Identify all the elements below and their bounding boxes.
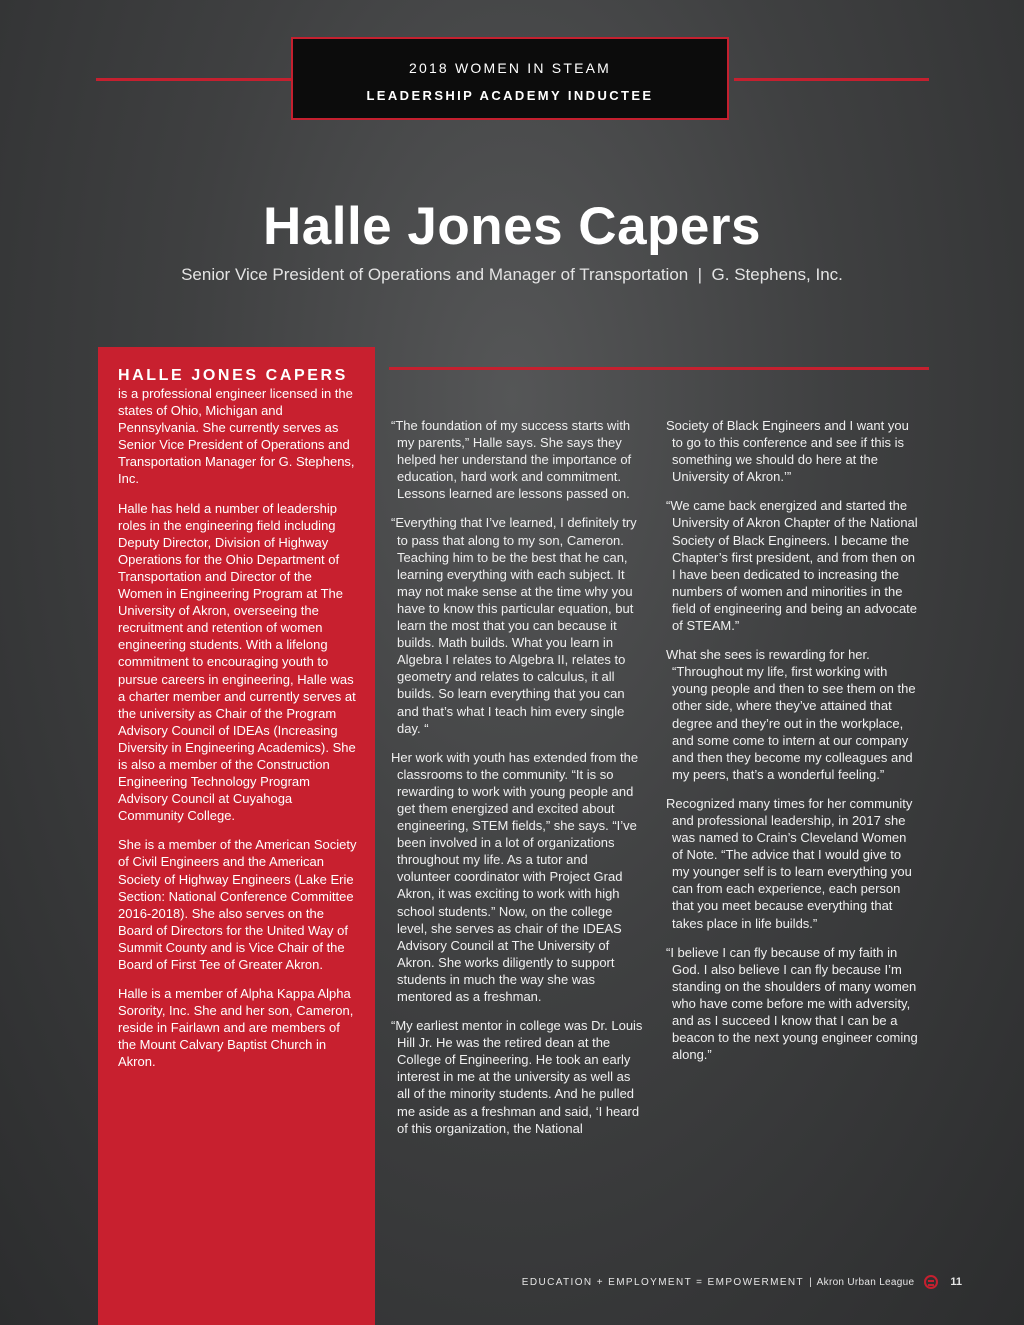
footer-tagline: EDUCATION + EMPLOYMENT = EMPOWERMENT: [521, 1276, 805, 1288]
sidebar-paragraph: Halle has held a number of leadership roles in the engineering field including Deputy Director, Division of Highway Operations for the Ohio Department of Transportation and Director of the Women in Engineering Program at The University of Akron, overseeing the recruitment and retention of women engineering students. With a lifelong commitment to encouraging youth to pursue careers in engineering, Halle was a charter member and currently serves at the university as Chair of the Program Advisory Council of IDEAs (Increasing Diversity in Engineering Academics). She is also a member of the Construction Engineering Technology Program Advisory Council at Cuyahoga Community College.: [118, 500, 356, 824]
page-footer: [522, 1275, 962, 1289]
sidebar-paragraph: is a professional engineer licensed in the states of Ohio, Michigan and Pennsylvania. She currently serves as Senior Vice President of Operations and Transportation Manager for G. Stephens, Inc.: [118, 386, 355, 487]
bio-sidebar: [98, 347, 375, 1325]
sidebar-paragraph: Halle is a member of Alpha Kappa Alpha Sorority, Inc. She and her son, Cameron, reside in Fairlawn and are members of the Mount Calvary Baptist Church in Akron.: [118, 986, 354, 1070]
header-rule-left: [96, 78, 292, 81]
page-subtitle: Senior Vice President of Operations and Manager of Transportation | G. Stephens, Inc.: [181, 265, 843, 284]
article-top-rule: [389, 367, 929, 370]
banner-line-2: LEADERSHIP ACADEMY INDUCTEE: [366, 88, 654, 103]
footer-separator: |: [809, 1276, 812, 1288]
article-paragraph: “I believe I can fly because of my faith in God. I also believe I can fly because I’m standing on the shoulders of many women who have come before me with adversity, and as I succeed I know that I can be a beacon to the next young engineer coming along.”: [666, 944, 918, 1063]
page-title: Halle Jones Capers: [262, 197, 761, 256]
article-column-left: [391, 417, 643, 1149]
sidebar-heading: HALLE JONES CAPERS: [118, 367, 348, 384]
article-paragraph: What she sees is rewarding for her. “Throughout my life, first working with young people and then to see them on the other side, where they’ve attained that degree and they’re out in the workplace, and some come to intern at our company and then they become my colleagues and my peers, that’s a wonderful feeling.”: [666, 647, 916, 782]
article-paragraph: “We came back energized and started the University of Akron Chapter of the National Society of Black Engineers. I became the Chapter’s first president, and from then on I have been dedicated to increasing the numbers of women and minorities in the field of engineering and being an advocate of STEAM.”: [666, 498, 918, 634]
article-paragraph: “The foundation of my success starts with my parents,” Halle says. She says they helped her understand the importance of education, hard work and commitment. Lessons learned are lessons passed on.: [391, 418, 632, 502]
article-paragraph: Her work with youth has extended from the classrooms to the community. “It is so rewarding to work with young people and get them energized and excited about engineering, STEM fields,” she says. “I’ve been involved in a lot of organizations throughout my life. As a tutor and volunteer coordinator with Project Grad Akron, it was exciting to work with high school students.” Now, on the college level, she serves as chair of the IDEAS Advisory Council at The University of Akron. She works diligently to support students in much the way she was mentored as a freshman.: [391, 749, 639, 1004]
article-paragraph: “My earliest mentor in college was Dr. Louis Hill Jr. He was the retired dean at the College of Engineering. He took an early interest in me at the university as well as all of the minority students. And he pulled me aside as a freshman and said, ‘I heard of this organization, the National: [391, 1018, 643, 1136]
footer-org: Akron Urban League: [816, 1276, 915, 1288]
equal-sign-logo-icon: [924, 1275, 938, 1289]
article-paragraph: Society of Black Engineers and I want you to go to this conference and see if this is something we should do here at the University of Akron.’”: [666, 418, 909, 485]
banner-line-1: 2018 WOMEN IN STEAM: [408, 60, 612, 76]
article-paragraph: Recognized many times for her community and professional leadership, in 2017 she was named to Crain’s Cleveland Women of Note. “The advice that I would give to my younger self is to learn everything you can from each experience, each person that you meet because everything that takes place in life builds.”: [666, 795, 913, 931]
article-paragraph: “Everything that I’ve learned, I definitely try to pass that along to my son, Cameron. Teaching him to be the best that he can, learning everything with each subject. It may not make sense at the time why you have to know this particular equation, but learn the most that you can because it builds. Math builds. What you learn in Algebra I relates to Algebra II, relates to geometry and relates to calculus, it all builds. So learn everything that you can and that’s what I teach him every single day. “: [391, 515, 637, 736]
inductee-banner: [291, 37, 729, 120]
sidebar-paragraph: She is a member of the American Society of Civil Engineers and the American Society of Highway Engineers (Lake Erie Section: National Conference Committee 2016-2018). She also serves on the Board of Directors for the United Way of Summit County and is Vice Chair of the Board of First Tee of Greater Akron.: [118, 837, 357, 972]
header-rule-right: [734, 78, 929, 81]
article-column-right: [666, 417, 918, 1075]
page-number: 11: [950, 1276, 962, 1288]
